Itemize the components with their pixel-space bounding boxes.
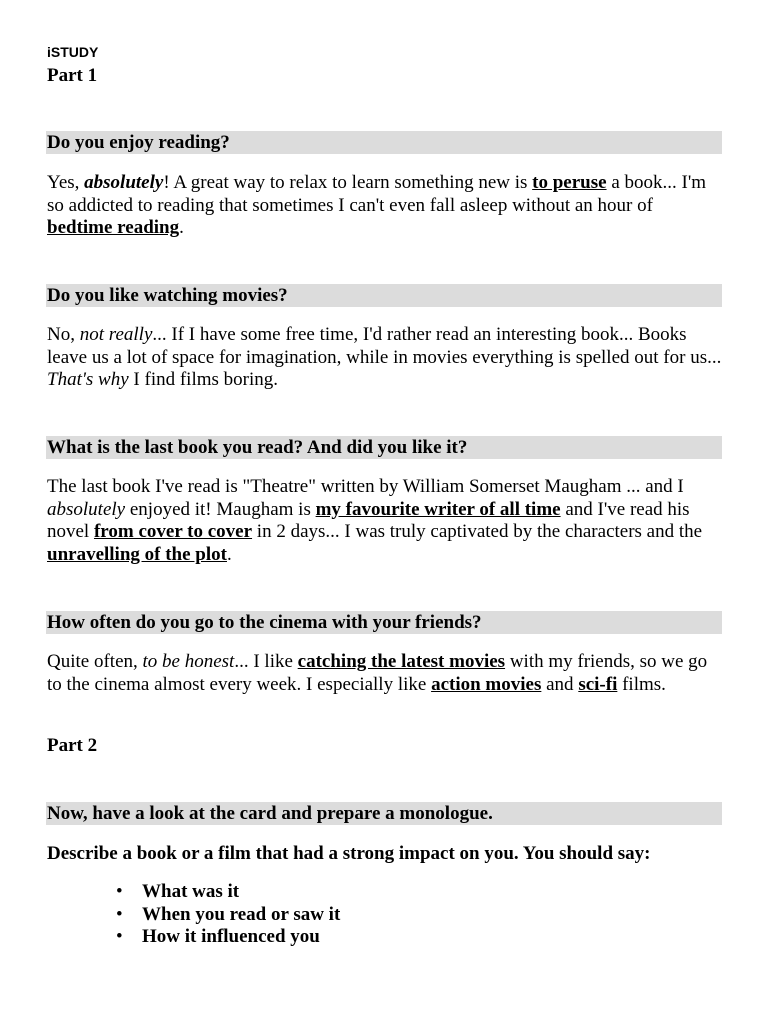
answer-text: I find films boring. (128, 369, 279, 390)
answer-text: and (541, 673, 579, 695)
answer-text: ... I like (234, 651, 298, 672)
task-prompt: Describe a book or a film that had a strong impact on you. You should say: (47, 843, 651, 864)
answer-vocab-highlight: bedtime reading (47, 217, 180, 238)
answer-text: ... If I have some free time, I'd rather read an interesting book... Books leave us a lot of space for imagination, while in movies everything is spelled out for us... (47, 324, 722, 368)
answer-text: with my friends, so we go to the cinema almost every week. I especially like (47, 651, 708, 695)
list-item-label: What was it (142, 881, 240, 902)
bullet-icon: • (116, 903, 123, 925)
list-item (116, 926, 340, 949)
answer-2 (47, 324, 723, 392)
bullet-icon: • (116, 881, 123, 902)
answer-vocab-highlight: action movies (431, 673, 542, 695)
answer-text: and I've read his novel (47, 498, 690, 542)
answer-vocab-highlight: sci-fi (578, 673, 618, 695)
answer-text: No, (47, 324, 80, 345)
bullet-icon: • (116, 926, 123, 947)
question-3: What is the last book you read? And did you like it? (47, 437, 468, 458)
question-5: Now, have a look at the card and prepare a monologue. (47, 803, 493, 824)
answer-emphasis: not really (79, 324, 153, 345)
answer-text: Quite often, (47, 651, 143, 672)
answer-emphasis: absolutely (47, 498, 126, 520)
brand-label: iSTUDY (47, 44, 99, 60)
answer-text: The last book I've read is "Theatre" written by William Somerset Maugham ... and I (47, 476, 684, 497)
list-item (116, 881, 340, 904)
list-item-label: When you read or saw it (142, 903, 341, 925)
answer-emphasis: That's why (47, 369, 129, 390)
part-1-heading: Part 1 (47, 65, 98, 86)
answer-text: in 2 days... I was truly captivated by the characters and the (252, 521, 703, 542)
question-bar-1 (46, 131, 722, 154)
answer-text: films. (617, 673, 666, 695)
answer-text: Yes, (47, 172, 85, 193)
question-4: How often do you go to the cinema with your friends? (47, 612, 482, 633)
list-item (116, 904, 340, 927)
answer-vocab-highlight: my favourite writer of all time (315, 498, 561, 520)
answer-text: a book... I'm so addicted to reading that sometimes I can't even fall asleep without an hour of (47, 172, 707, 216)
answer-vocab-highlight: from cover to cover (93, 521, 253, 542)
question-bar-2 (46, 284, 722, 307)
part-2-heading: Part 2 (47, 735, 98, 756)
answer-vocab-highlight: unravelling of the plot (47, 543, 227, 565)
answer-emphasis: absolutely (84, 172, 164, 193)
answer-text: . (179, 217, 184, 238)
question-bar-3 (46, 436, 722, 459)
question-bar-4 (46, 611, 722, 634)
question-1: Do you enjoy reading? (47, 132, 230, 153)
list-item-label: How it influenced you (142, 926, 320, 947)
answer-vocab-highlight: to peruse (532, 172, 607, 193)
answer-emphasis: to be honest (142, 651, 235, 672)
answer-vocab-highlight: catching the latest movies (297, 651, 506, 672)
answer-1 (47, 172, 723, 240)
question-2: Do you like watching movies? (47, 285, 288, 306)
answer-text: . (226, 543, 232, 565)
answer-4 (47, 651, 723, 696)
question-bar-5 (46, 802, 722, 825)
answer-text: enjoyed it! Maugham is (125, 498, 316, 520)
task-bullet-list (116, 881, 340, 949)
answer-text: ! A great way to relax to learn something new is (163, 172, 533, 193)
answer-3 (47, 476, 723, 566)
